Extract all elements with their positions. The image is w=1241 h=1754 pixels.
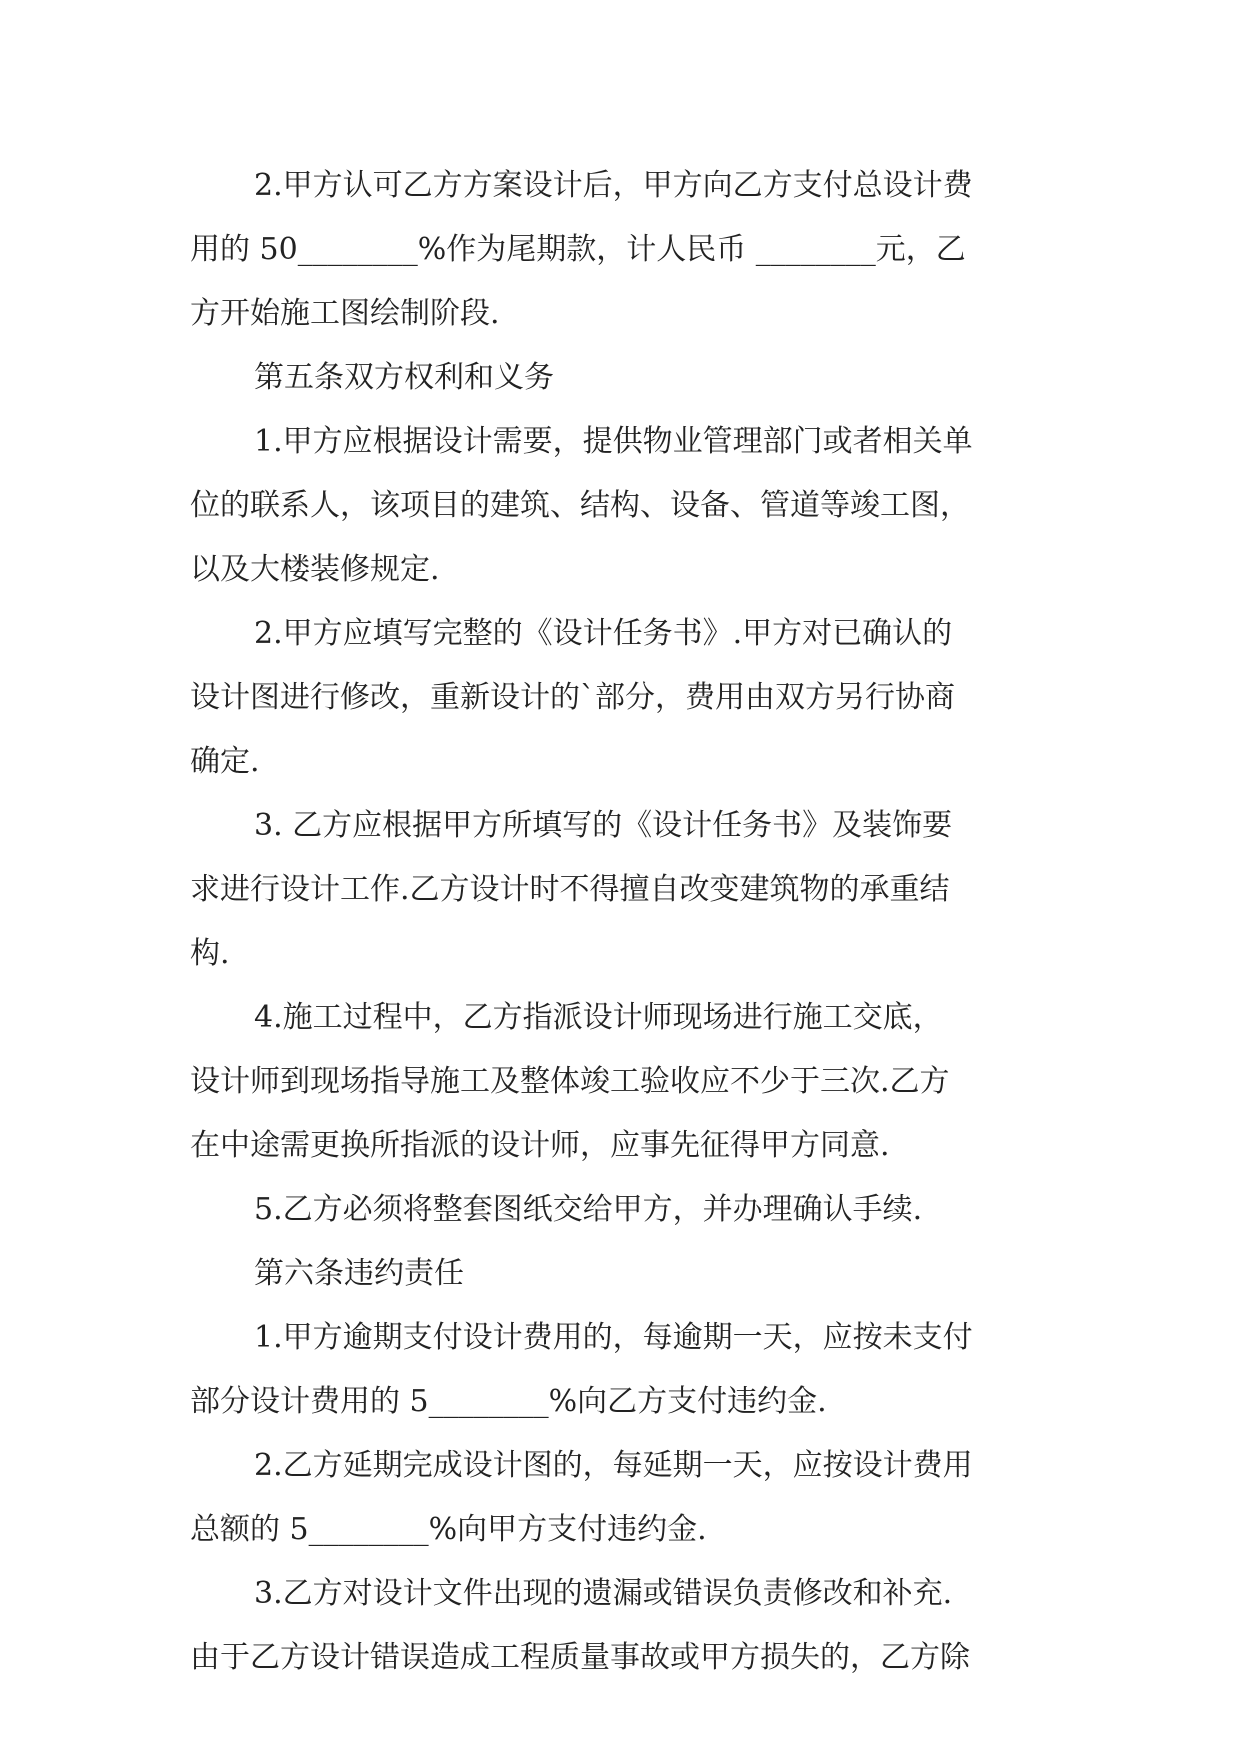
paragraph-line: 求进行设计工作.乙方设计时不得擅自改变建筑物的承重结 (190, 872, 950, 907)
paragraph-line: 部分设计费用的 5________%向乙方支付违约金. (190, 1384, 827, 1419)
paragraph-line: 构. (190, 936, 230, 971)
paragraph-line: 5.乙方必须将整套图纸交给甲方，并办理确认手续. (254, 1192, 923, 1227)
paragraph-line: 由于乙方设计错误造成工程质量事故或甲方损失的，乙方除 (190, 1640, 970, 1675)
paragraph-line: 1.甲方逾期支付设计费用的，每逾期一天，应按未支付 (254, 1320, 973, 1355)
section-heading: 第六条违约责任 (254, 1256, 464, 1291)
paragraph-line: 3. 乙方应根据甲方所填写的《设计任务书》及装饰要 (254, 808, 953, 843)
paragraph-line: 以及大楼装修规定. (190, 552, 440, 587)
paragraph-line: 4.施工过程中，乙方指派设计师现场进行施工交底， (254, 1000, 943, 1035)
paragraph-line: 用的 50________%作为尾期款，计人民币 ________元，乙 (190, 232, 966, 267)
paragraph-line: 2.甲方应填写完整的《设计任务书》.甲方对已确认的 (254, 616, 953, 651)
paragraph-line: 确定. (190, 744, 260, 779)
section-heading: 第五条双方权利和义务 (254, 360, 554, 395)
paragraph-line: 3.乙方对设计文件出现的遗漏或错误负责修改和补充. (254, 1576, 953, 1611)
paragraph-line: 方开始施工图绘制阶段. (190, 296, 500, 331)
paragraph-line: 1.甲方应根据设计需要，提供物业管理部门或者相关单 (254, 424, 973, 459)
paragraph-line: 2.乙方延期完成设计图的，每延期一天，应按设计费用 (254, 1448, 973, 1483)
paragraph-line: 设计师到现场指导施工及整体竣工验收应不少于三次.乙方 (190, 1064, 950, 1099)
paragraph-line: 位的联系人，该项目的建筑、结构、设备、管道等竣工图， (190, 488, 970, 523)
paragraph-line: 设计图进行修改，重新设计的`部分，费用由双方另行协商 (190, 680, 955, 715)
paragraph-line: 在中途需更换所指派的设计师，应事先征得甲方同意. (190, 1128, 890, 1163)
paragraph-line: 总额的 5________%向甲方支付违约金. (190, 1512, 707, 1547)
paragraph-line: 2.甲方认可乙方方案设计后，甲方向乙方支付总设计费 (254, 168, 973, 203)
